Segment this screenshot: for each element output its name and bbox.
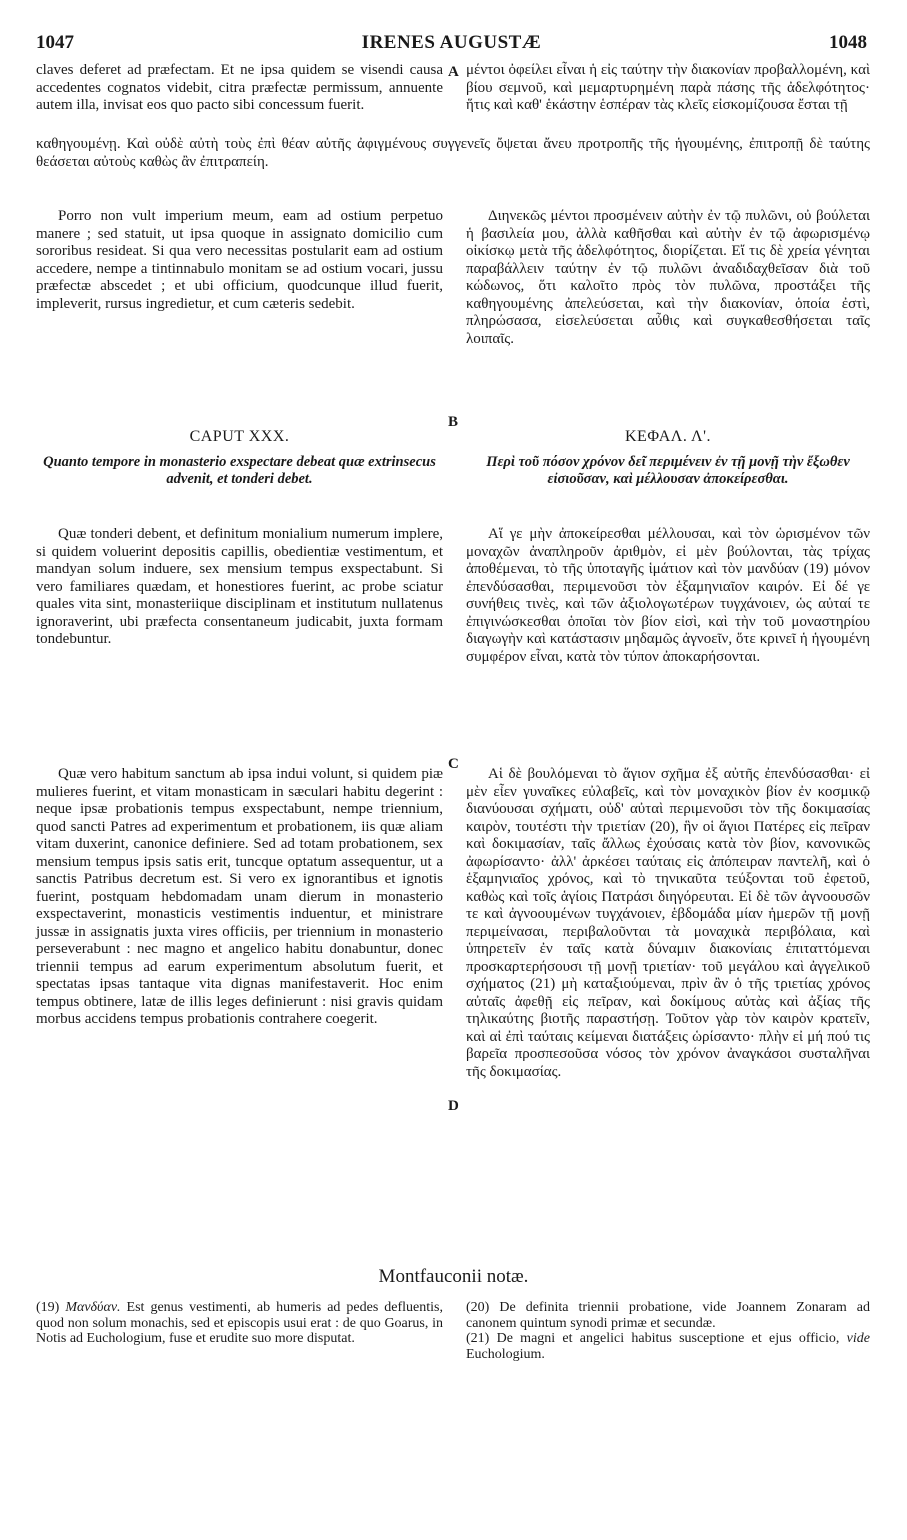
greek-spanning-text <box>36 136 870 171</box>
note-21-end: Euchologium. <box>466 1346 545 1362</box>
note-19-number: (19) <box>36 1300 66 1315</box>
margin-mark-a: A <box>448 64 459 80</box>
margin-mark-b: B <box>448 414 459 430</box>
note-20: (20) De definita triennii probatione, vide Joannem Zonaram ad canonem quintum synodi primæ et secundæ. <box>466 1300 870 1331</box>
greek-chapter-title: ΚΕΦΑΛ. Λ'. <box>624 428 711 445</box>
margin-mark-d: D <box>448 1098 459 1114</box>
note-21-vide: vide <box>846 1331 870 1346</box>
right-page-number: 1048 <box>829 32 867 53</box>
left-page-number: 1047 <box>36 32 74 53</box>
greek-chapter-subtitle: Περὶ τοῦ πόσον χρόνον δεῖ περιμένειν ἐν τῇ μονῇ τὴν ἔξωθεν εἰσιοῦσαν, καὶ μέλλουσαν ἀποκείρεσθαι. <box>486 453 850 487</box>
latin-paragraph-3-text: Quæ vero habitum sanctum ab ipsa indui volunt, si quidem piæ mulieres fuerint, et vitam monasticam in sæculari habitu degerint : neque ipsæ probationis tempus exspectabunt, nempe triennium, quod sancti Patres ad experimentum et probationem, iis quæ aliam vitam duxerint, canonice definiere. Sed ad totam probationem, sex mensium tempus ipsis satis erit, tuncque optatum assequentur, ut a sanctis Patribus decretum est. Si vero ex ignorantibus et ignotis fuerint, postquam hebdomadam unam dierum in monasterio exspectaverint, monasticis vestimentis induentur, et ministrare jussæ in assignatis juxta vires officiis, per triennium in monasterio perseverabunt : nec magno et angelico habitu donabuntur, donec triennii tempus ad earum experimentum absolutum fuerit, et spectatas ipsas tantaque vita dignas manifestaverit. Hoc enim tempus obtinere, latæ de illis leges definierunt : nisi gravis quidam morbus accidens tempus probationis contrahere coegerit. <box>36 766 443 1027</box>
latin-chapter-title: CAPUT XXX. <box>189 428 290 445</box>
greek-paragraph-2 <box>466 526 870 666</box>
greek-top-text <box>466 62 870 115</box>
notes-right-column <box>466 1300 870 1362</box>
latin-top-paragraph: claves deferet ad præfectam. Et ne ipsa quidem se visendi causa accedentes cognatos videbit, citra præfectæ permissum, annuente autem illa, invisat eos quo pacto sibi concessum fuerit. <box>36 62 443 113</box>
running-header <box>36 32 867 56</box>
note-19-keyword: Μανδύαν. <box>65 1300 121 1315</box>
note-19-text: Est genus vestimenti, ab humeris ad pedes defluentis, quod non solum monachis, sed et episcopis usui erat : de quo Goarus, in Notis ad Euchologium, fuse et erudite suo more disputat. <box>36 1300 443 1346</box>
greek-spanning-paragraph: καθηγουμένῃ. Καὶ οὐδὲ αὐτὴ τοὺς ἐπὶ θέαν αὐτῆς ἀφιγμένους συγγενεῖς ὄψεται ἄνευ προτροπῆς τῆς ἡγουμένης, ἐπιτροπῇ δὲ ταύτης θεάσεται αὐτοὺς καθὼς ἂν ἐπιτραπείη. <box>36 136 870 170</box>
latin-chapter-subtitle: Quanto tempore in monasterio exspectare debeat quæ extrinsecus advenit, et tonderi debet. <box>43 453 436 487</box>
greek-paragraph-3-text: Αἱ δὲ βουλόμεναι τὸ ἅγιον σχῆμα ἐξ αὐτῆς ἐπενδύσασθαι· εἰ μὲν εἶεν γυναῖκες εὐλαβεῖς, καὶ τὸν μοναχικὸν βίον ἐν κοσμικῷ διανύουσαι σχήματι, οὐδ' αὐταὶ περιμενοῦσι τὸν τῆς δοκιμασίας καιρὸν, τουτέστι τὴν τριετίαν (20), ἣν οἱ ἅγιοι Πατέρες εἰς πεῖραν καὶ δοκιμασίαν, ταῖς ἄλλως ἐχούσαις κατὰ τὸν βίον, κανονικῶς ἀφωρίσαντο· ἀλλ' ἀρκέσει ταύταις εἰς ἀπόπειραν παντελῆ, καὶ ὁ ἑξαμηνιαῖος χρόνος, καὶ τὸ τηνικαῦτα τεύξονται τοῦ ἐφετοῦ, καθὼς καὶ τοῖς ἁγίοις Πατράσι διηγόρευται. Εἰ δὲ τῶν ἀγνοουσῶν τε καὶ ἀγνοουμένων τυγχάνοιεν, ἑβδομάδα μίαν ἡμερῶν τῇ μονῇ περιμείνασαι, περιβαλοῦνται τὰ μοναχικὰ περιβόλαια, καὶ ὑπηρετεῖν ἐν ταῖς κατὰ δύναμιν διακονίαις ἐπιταττόμεναι προσκαρτερήσουσι τῇ μονῇ τριετίαν· τοῦ μεγάλου καὶ ἀγγελικοῦ σχήματος (21) μὴ καταξιούμεναι, πρὶν ἂν ὁ τῆς τριετίας χρόνος αὐταῖς ἀφεθῇ εἰς πεῖραν, καὶ δοκίμους αὐτὰς καὶ ἀξίας τῆς τηλικαύτης βιοτῆς παραστήσῃ. Τοῦτον γὰρ τὸν καιρὸν κρατεῖν, καὶ αἱ ἐπὶ ταύταις κείμεναι διατάξεις ὡρίσαντο· πλὴν εἰ μή πού τις βαρεῖα προσπεσοῦσα νόσος τὸν χρόνον ἀναγκάσοι συσταλῆναι τῆς δοκιμασίας. <box>466 766 870 1080</box>
greek-paragraph-1 <box>466 208 870 348</box>
note-19 <box>36 1300 443 1347</box>
latin-paragraph-2 <box>36 526 443 649</box>
notes-title: Montfauconii notæ. <box>378 1266 529 1287</box>
greek-paragraph-2-text: Αἵ γε μὴν ἀποκείρεσθαι μέλλουσαι, καὶ τὸν ὡρισμένον τῶν μοναχῶν ἀναπληροῦν ἀριθμὸν, εἰ μὲν βούλονται, τὰς τρίχας ἀποθέμεναι, τὸ τῆς ὑποταγῆς ἱμάτιον καὶ τὸν μανδύαν (19) μόνον ἐπενδύσασθαι, περιμενοῦσι τὸν ἑξαμηνιαῖον καιρόν. Εἰ δέ γε συνήθεις τινὲς, καὶ τῶν ἀξιολογωτέρων τυγχάνοιεν, ὡς αὐταί τε ἐπιγινώσκεσθαι ὁποῖαι τὸν βίον εἰσὶ, καὶ τὴν τοῦ μοναστηρίου διαγωγὴν καὶ κατάστασιν μηδαμῶς ἀγνοεῖν, ὅτε κρινεῖ ἡ ἡγουμένη συμφέρον εἶναι, κατὰ τὸν τύπον ἀποκαρήσονται. <box>466 526 870 665</box>
running-title: IRENES AUGUSTÆ <box>361 32 542 53</box>
greek-top-paragraph: μέντοι ὀφείλει εἶναι ἡ εἰς ταύτην τὴν διακονίαν προβαλλομένη, καὶ βίου σεμνοῦ, καὶ μεμαρτυρημένη παρὰ πάσης τῆς ἀδελφότητος· ἥτις καὶ καθ' ἑκάστην ἑσπέραν τὰς κλεῖς εἰσκομίζουσα ἔσται τῇ <box>466 62 870 113</box>
latin-paragraph-3 <box>36 766 443 1029</box>
latin-paragraph-2-text: Quæ tonderi debent, et definitum monialium numerum implere, si quidem voluerint depositis capillis, obedientiæ vestimentum, et mandyan solum induere, sex mensium tempus exspectabunt. Si vero familiares quædam, et honestiores fuerint, ac probe sciatur quales vita sint, monasteriique disciplinam et institutum nullatenus ignoraverint, ubi præfecta consentaneum judicabit, juxta formam tondebuntur. <box>36 526 443 647</box>
latin-top-text <box>36 62 443 115</box>
greek-paragraph-1-text: Διηνεκῶς μέντοι προσμένειν αὐτὴν ἐν τῷ πυλῶνι, οὐ βούλεται ἡ βασιλεία μου, ἀλλὰ καθῆσθαι καὶ αὐτὴν ἐν τῷ ἀφωρισμένῳ οἰκίσκῳ μετὰ τῆς ἀδελφότητος, διορίζεται. Εἴ τις δὲ χρεία γένηται παραβάλλειν ταύτην ἐν τῷ πυλῶνι ἀναδιδαχθεῖσαν διὰ τοῦ κώδωνος, ὅτι καλοῖτο πρὸς τὸν πυλῶνα, προστάξει τῆς καθηγουμένης ἀπελεύσεται, καὶ τὴν διακονίαν, ὁποία ἐστὶ, πληρώσασα, εἰσελεύσεται αὖθις καὶ συγκαθεσθήσεται ταῖς λοιπαῖς. <box>466 208 870 347</box>
latin-paragraph-1-text: Porro non vult imperium meum, eam ad ostium perpetuo manere ; sed statuit, ut ipsa quoque in assignato domicilio cum sororibus resideat. Si qua vero necessitas postularit eam ad ostium accedere, nempe a tintinnabulo monitam se ad ostium vocari, jussu præfectæ abscedet ; et ubi officium, quodcunque illud fuerit, impleverit, rursus ingredietur, et cum cæteris sedebit. <box>36 208 443 312</box>
note-21-text: (21) De magni et angelici habitus susceptione et ejus officio, <box>466 1331 847 1346</box>
margin-mark-c: C <box>448 756 459 772</box>
latin-paragraph-1 <box>36 208 443 313</box>
note-21 <box>466 1331 870 1362</box>
latin-chapter-heading <box>36 428 443 489</box>
greek-chapter-heading <box>466 428 870 489</box>
greek-paragraph-3 <box>466 766 870 1081</box>
